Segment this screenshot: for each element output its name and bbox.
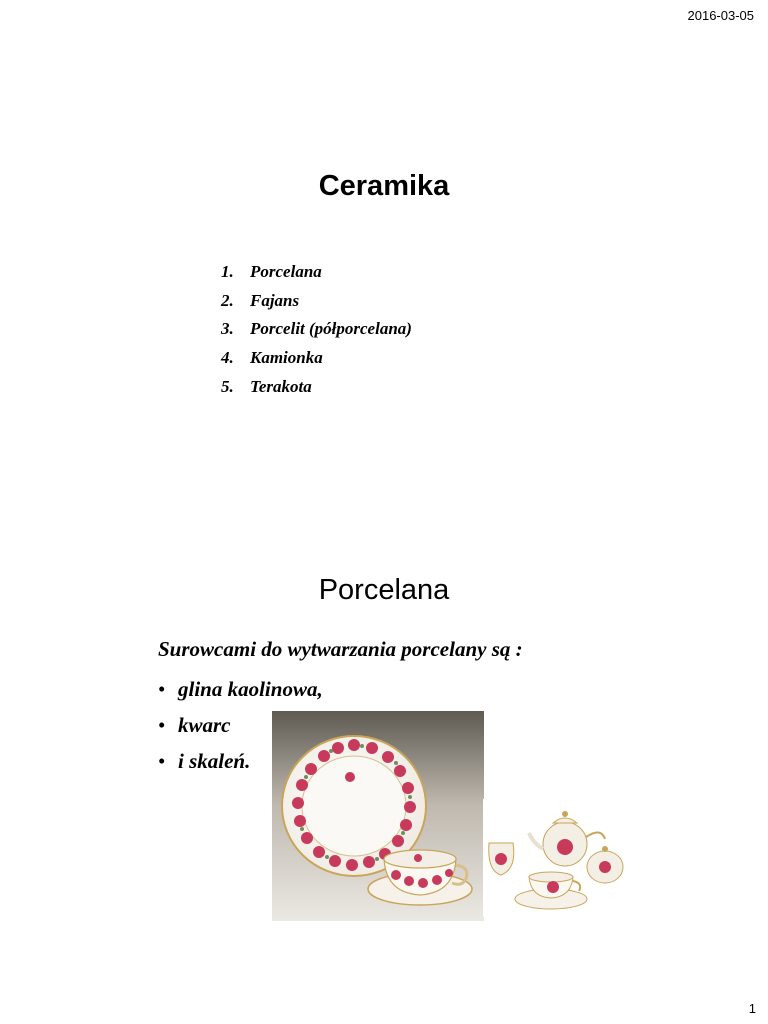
bullet-icon: • — [158, 749, 166, 773]
bullet-icon: • — [158, 677, 166, 701]
slide-title-ceramika: Ceramika — [318, 170, 450, 202]
list-item: 3. Porcelit (półporcelana) — [221, 319, 412, 339]
bullet-icon: • — [158, 713, 166, 737]
list-item: 5. Terakota — [221, 376, 312, 396]
list-item: 4. Kamionka — [221, 348, 323, 368]
ceramics-type-list — [221, 262, 412, 405]
list-item: 2. Fajans — [221, 290, 300, 310]
raw-materials-intro: Surowcami do wytwarzania porcelany są : — [158, 637, 523, 661]
page-number: 1 — [748, 1001, 756, 1016]
porcelain-plate-photo — [272, 711, 484, 921]
list-item: • i skaleń. — [158, 749, 251, 773]
page-date: 2016-03-05 — [687, 8, 754, 23]
list-item: 1. Porcelana — [221, 262, 322, 281]
list-item: • kwarc — [158, 713, 231, 737]
tea-set-photo — [483, 799, 628, 917]
slide-title-porcelana: Porcelana — [318, 574, 450, 606]
list-item: • glina kaolinowa, — [158, 677, 323, 701]
